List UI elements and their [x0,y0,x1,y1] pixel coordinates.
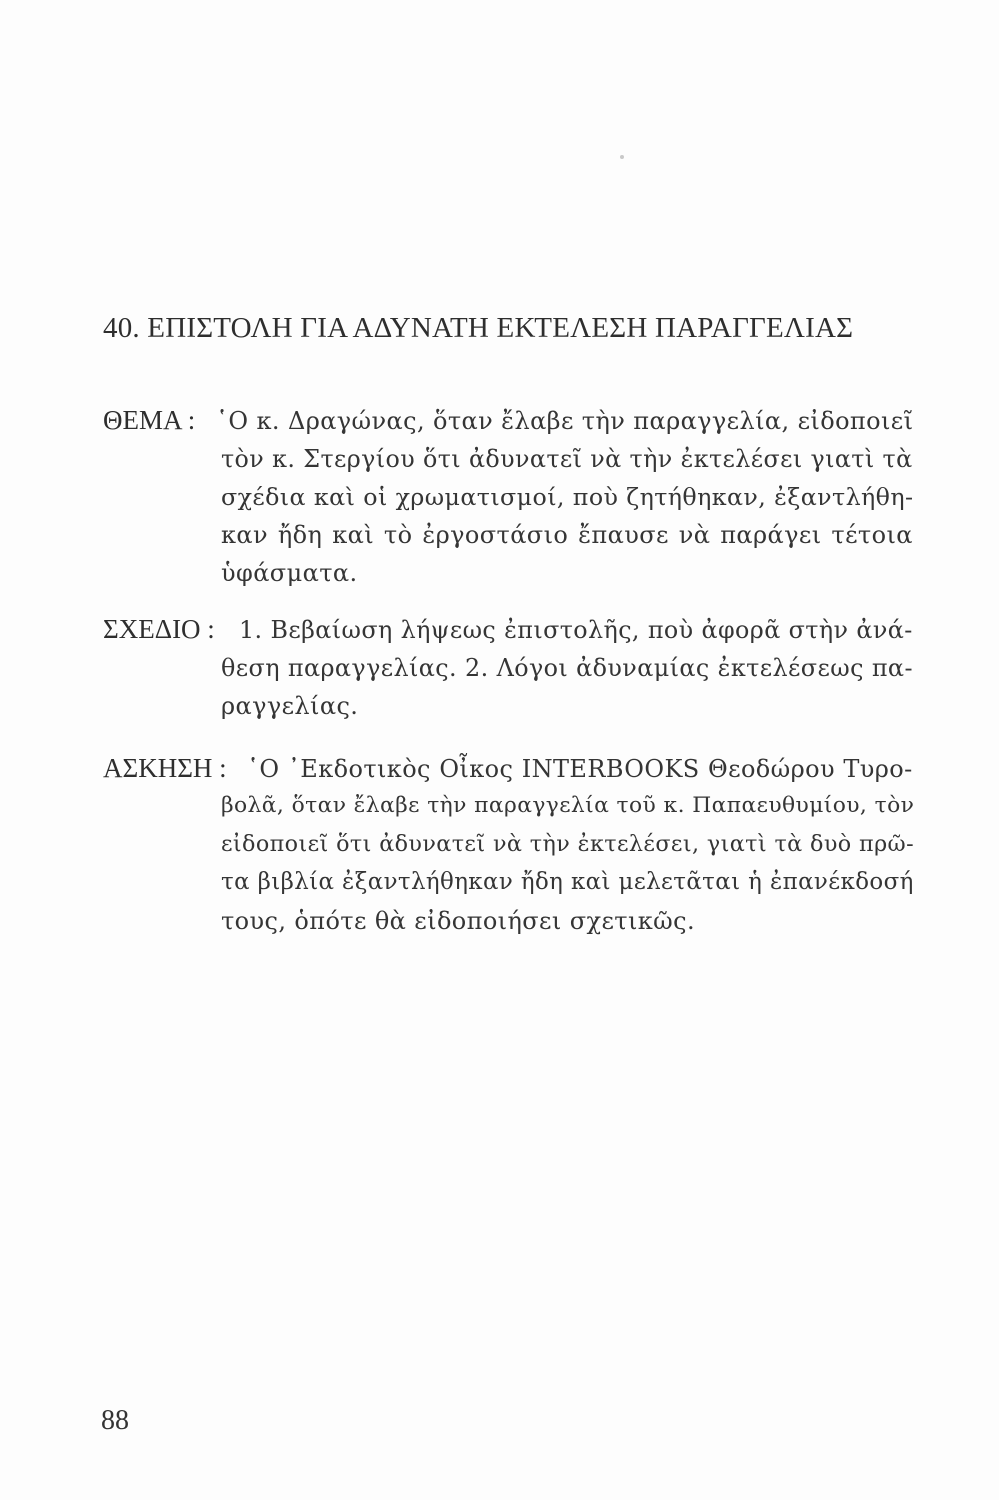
plan-line: 1. Βεβαίωση λήψεως ἐπιστολῆς, ποὺ ἀφορᾶ στὴν ἀνά- [239,616,913,644]
exercise-label: ΑΣΚΗΣΗ : [103,753,227,783]
plan-line: θεση παραγγελίας. 2. Λόγοι ἀδυναμίας ἐκτελέσεως πα- [221,654,913,682]
theme-line: καν ἤδη καὶ τὸ ἐργοστάσιο ἔπαυσε νὰ παράγει τέτοια [221,521,913,549]
plan-label: ΣΧΕΔΙΟ : [103,614,215,644]
theme-line: ὑφάσματα. [221,559,358,587]
theme-line: τὸν κ. Στεργίου ὅτι ἀδυνατεῖ νὰ τὴν ἐκτελέσει γιατὶ τὰ [221,445,913,473]
paper-speck [620,155,624,159]
exercise-line: τα βιβλία ἐξαντλήθηκαν ἤδη καὶ μελετᾶται ἡ ἐπανέκδοσή [221,869,914,895]
page-number: 88 [101,1405,129,1436]
theme-line: ῾Ο κ. Δραγώνας, ὅταν ἔλαβε τὴν παραγγελία, εἰδοποιεῖ [216,407,914,435]
theme-label: ΘΕΜΑ : [103,405,196,435]
exercise-line: βολᾶ, ὅταν ἔλαβε τὴν παραγγελία τοῦ κ. Παπαευθυμίου, τὸν [221,793,915,818]
exercise-line: ῾Ο ᾿Εκδοτικὸς Οἶκος INTERBOOKS Θεοδώρου Τυρο- [247,755,913,783]
theme-line: σχέδια καὶ οἱ χρωματισμοί, ποὺ ζητήθηκαν, ἐξαντλήθη- [221,483,914,511]
exercise-line: εἰδοποιεῖ ὅτι ἀδυνατεῖ νὰ τὴν ἐκτελέσει, γιατὶ τὰ δυὸ πρῶ- [221,831,915,857]
plan-line: ραγγελίας. [221,692,359,720]
exercise-line: τους, ὁπότε θὰ εἰδοποιήσει σχετικῶς. [221,907,696,935]
letter-title: 40. ΕΠΙΣΤΟΛΗ ΓΙΑ ΑΔΥΝΑΤΗ ΕΚΤΕΛΕΣΗ ΠΑΡΑΓΓΕΛΙΑΣ [103,312,854,344]
